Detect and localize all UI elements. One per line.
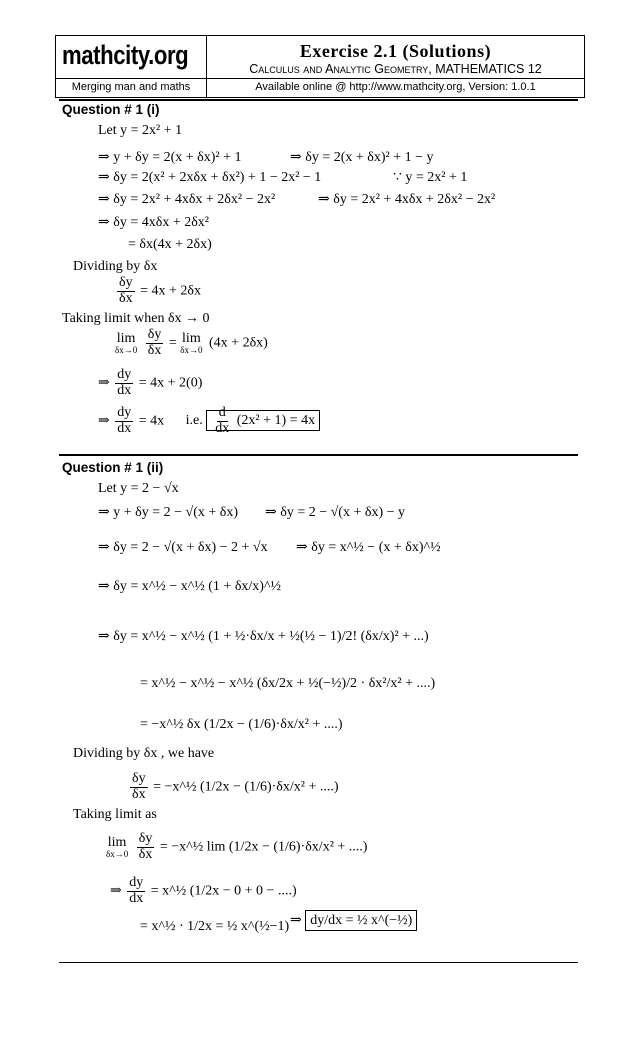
math-line: ⇒ δy = 2 − √(x + δx) − 2 + √x xyxy=(98,540,268,555)
math-line: = δx(4x + 2δx) xyxy=(128,237,212,252)
divider xyxy=(59,99,578,101)
math-line: ⇒ $\frac{dy}{dx}$ = 4x i.e. $\frac{d}{dx}$ (2x² + 1) = 4x xyxy=(98,406,320,436)
divider xyxy=(59,962,578,963)
math-line: ⇒ $\frac{dy}{dx}$ = x^½ (1/2x − 0 + 0 − ....) xyxy=(110,875,297,906)
fraction: $\frac{\delta y}{\delta x}$ xyxy=(138,831,153,862)
math-line: = −x^½ δx (1/2x − (1/6)·δx/x² + ....) xyxy=(140,717,343,732)
math-line: Let y = 2 − √x xyxy=(98,481,179,496)
question-heading: Question # 1 (i) xyxy=(62,102,160,117)
fraction: $\frac{\delta y}{\delta x}$ xyxy=(132,771,146,802)
limit: lim δx→0 xyxy=(106,834,129,859)
text-line: Taking limit as xyxy=(73,807,157,822)
math-line: lim δx→0 $\frac{\delta y}{\delta x}$ = −x^½ lim (1/2x − (1/6)·δx/x² + ....) xyxy=(106,831,368,862)
math-line: Let y = 2x² + 1 xyxy=(98,123,183,138)
divider xyxy=(59,454,578,456)
fraction: $\frac{dy}{dx}$ xyxy=(117,405,132,436)
text-line: Dividing by δx xyxy=(73,259,158,274)
math-line: ⇒ δy = x^½ − (x + δx)^½ xyxy=(296,540,441,555)
math-line: ⇒ δy = 4xδx + 2δx² xyxy=(98,215,210,230)
math-line: $\frac{\delta y}{\delta x}$ = 4x + 2δx xyxy=(119,275,201,306)
fraction: $\frac{\delta y}{\delta x}$ xyxy=(119,275,133,306)
answer-box: $\frac{d}{dx}$ (2x² + 1) = 4x xyxy=(206,410,320,431)
limit: lim δx→0 xyxy=(115,330,138,355)
header-info xyxy=(207,36,584,97)
fraction: $\frac{dy}{dx}$ xyxy=(129,875,144,906)
limit: lim δx→0 xyxy=(180,330,203,355)
text-line: Taking limit when δx → 0 xyxy=(62,311,210,326)
math-line: ⇒ δy = x^½ − x^½ (1 + δx/x)^½ xyxy=(98,579,282,594)
math-line: ∵ y = 2x² + 1 xyxy=(393,170,468,185)
fraction: $\frac{d}{dx}$ xyxy=(215,405,230,436)
math-line: ⇒ dy/dx = ½ x^(−½) xyxy=(290,914,417,928)
math-line: ⇒ y + δy = 2 − √(x + δx) xyxy=(98,505,239,520)
fraction: $\frac{dy}{dx}$ xyxy=(117,367,132,398)
math-line: ⇒ δy = x^½ − x^½ (1 + ½·δx/x + ½(½ − 1)/2! (δx/x)² + ...) xyxy=(98,629,429,644)
math-line: ⇒ y + δy = 2(x + δx)² + 1 xyxy=(98,150,242,165)
math-line: ⇒ $\frac{dy}{dx}$ = 4x + 2(0) xyxy=(98,367,203,398)
answer-box: dy/dx = ½ x^(−½) xyxy=(305,910,417,931)
math-line: = x^½ − x^½ − x^½ (δx/2x + ½(−½)/2 · δx²/x² + ....) xyxy=(140,676,436,691)
logo-box xyxy=(56,36,207,97)
site-logo[interactable]: mathcity.org xyxy=(62,40,189,70)
tagline: Merging man and maths xyxy=(56,78,206,93)
math-line: lim δx→0 $\frac{\delta y}{\delta x}$ = lim δx→0 (4x + 2δx) xyxy=(115,327,268,358)
math-line: ⇒ δy = 2(x + δx)² + 1 − y xyxy=(290,150,434,165)
math-line: $\frac{\delta y}{\delta x}$ = −x^½ (1/2x − (1/6)·δx/x² + ....) xyxy=(132,771,339,802)
exercise-title: Exercise 2.1 (Solutions) xyxy=(299,41,492,61)
math-line: ⇒ δy = 2(x² + 2xδx + δx²) + 1 − 2x² − 1 xyxy=(98,170,322,185)
math-line: ⇒ δy = 2x² + 4xδx + 2δx² − 2x² xyxy=(318,192,496,207)
exercise-subtitle: Calculus and Analytic Geometry, MATHEMATICS 12 xyxy=(249,62,542,76)
math-line: ⇒ δy = 2x² + 4xδx + 2δx² − 2x² xyxy=(98,192,276,207)
availability-line: Available online @ http://www.mathcity.org, Version: 1.0.1 xyxy=(207,78,584,93)
question-heading: Question # 1 (ii) xyxy=(62,460,164,475)
math-line: ⇒ δy = 2 − √(x + δx) − y xyxy=(265,505,406,520)
page-header xyxy=(55,35,585,98)
text-line: Dividing by δx , we have xyxy=(73,746,215,761)
fraction: $\frac{\delta y}{\delta x}$ xyxy=(147,327,162,358)
math-line: = x^½ · 1/2x = ½ x^(½−1) xyxy=(140,919,290,934)
